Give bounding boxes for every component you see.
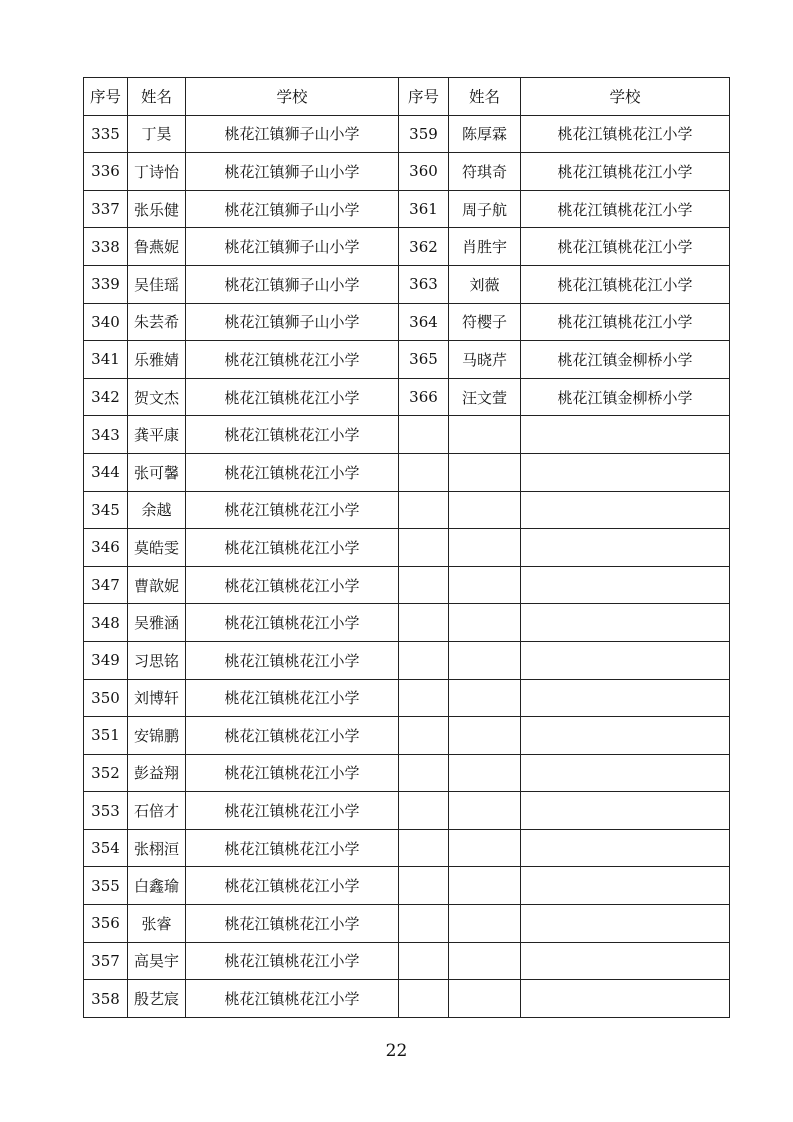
header-name: 姓名 [128,78,186,116]
header-name: 姓名 [449,78,521,116]
table-row [84,341,730,379]
school-name-cell: 桃花江镇桃花江小学 [186,717,399,755]
empty-cell [521,867,730,905]
student-name-cell: 石倍才 [128,792,186,830]
student-name-cell: 曹歆妮 [128,566,186,604]
empty-cell [449,942,521,980]
table-row [84,867,730,905]
empty-cell [521,491,730,529]
table-row [84,604,730,642]
empty-cell [399,792,449,830]
student-name-cell: 张栩洹 [128,829,186,867]
empty-cell [449,679,521,717]
table-row [84,566,730,604]
serial-number-cell: 344 [84,453,128,491]
empty-cell [449,604,521,642]
school-name-cell: 桃花江镇桃花江小学 [186,679,399,717]
serial-number-cell: 364 [399,303,449,341]
serial-number-cell: 339 [84,265,128,303]
school-name-cell: 桃花江镇桃花江小学 [186,754,399,792]
school-name-cell: 桃花江镇桃花江小学 [186,942,399,980]
student-name-cell: 符琪奇 [449,153,521,191]
empty-cell [521,566,730,604]
table-row [84,303,730,341]
school-name-cell: 桃花江镇桃花江小学 [186,453,399,491]
serial-number-cell: 357 [84,942,128,980]
student-name-cell: 高昊宇 [128,942,186,980]
empty-cell [399,453,449,491]
school-name-cell: 桃花江镇狮子山小学 [186,190,399,228]
empty-cell [521,416,730,454]
student-name-cell: 乐雅婧 [128,341,186,379]
empty-cell [521,641,730,679]
page-number: 22 [385,1041,408,1061]
empty-cell [521,679,730,717]
header-no: 序号 [399,78,449,116]
empty-cell [521,529,730,567]
student-name-cell: 刘薇 [449,265,521,303]
empty-cell [521,829,730,867]
school-name-cell: 桃花江镇狮子山小学 [186,228,399,266]
empty-cell [399,529,449,567]
table-row [84,980,730,1018]
table-row [84,491,730,529]
empty-cell [521,453,730,491]
empty-cell [399,754,449,792]
table-row [84,115,730,153]
student-name-cell: 刘博轩 [128,679,186,717]
school-name-cell: 桃花江镇桃花江小学 [186,980,399,1018]
empty-cell [449,792,521,830]
empty-cell [449,566,521,604]
header-row [84,78,730,116]
table-row [84,679,730,717]
school-name-cell: 桃花江镇桃花江小学 [186,491,399,529]
header-no: 序号 [84,78,128,116]
empty-cell [521,717,730,755]
student-name-cell: 余越 [128,491,186,529]
student-name-cell: 殷艺宸 [128,980,186,1018]
school-name-cell: 桃花江镇狮子山小学 [186,265,399,303]
empty-cell [449,416,521,454]
table-row [84,829,730,867]
empty-cell [399,679,449,717]
serial-number-cell: 360 [399,153,449,191]
school-name-cell: 桃花江镇桃花江小学 [186,378,399,416]
school-name-cell: 桃花江镇桃花江小学 [521,115,730,153]
school-name-cell: 桃花江镇金柳桥小学 [521,341,730,379]
table-row [84,754,730,792]
empty-cell [521,942,730,980]
serial-number-cell: 365 [399,341,449,379]
table-row [84,190,730,228]
student-name-cell: 张可馨 [128,453,186,491]
school-name-cell: 桃花江镇桃花江小学 [521,228,730,266]
student-name-cell: 龚平康 [128,416,186,454]
roster-body [84,115,730,1017]
serial-number-cell: 356 [84,905,128,943]
student-name-cell: 吴雅涵 [128,604,186,642]
student-name-cell: 贺文杰 [128,378,186,416]
school-name-cell: 桃花江镇桃花江小学 [186,641,399,679]
empty-cell [521,754,730,792]
header-school: 学校 [521,78,730,116]
header-school: 学校 [186,78,399,116]
student-name-cell: 莫皓雯 [128,529,186,567]
serial-number-cell: 352 [84,754,128,792]
serial-number-cell: 346 [84,529,128,567]
student-name-cell: 习思铭 [128,641,186,679]
serial-number-cell: 349 [84,641,128,679]
serial-number-cell: 343 [84,416,128,454]
empty-cell [399,491,449,529]
empty-cell [521,905,730,943]
serial-number-cell: 342 [84,378,128,416]
school-name-cell: 桃花江镇桃花江小学 [186,416,399,454]
empty-cell [399,829,449,867]
serial-number-cell: 347 [84,566,128,604]
school-name-cell: 桃花江镇桃花江小学 [521,190,730,228]
serial-number-cell: 362 [399,228,449,266]
empty-cell [521,980,730,1018]
student-name-cell: 符樱子 [449,303,521,341]
school-name-cell: 桃花江镇金柳桥小学 [521,378,730,416]
empty-cell [449,980,521,1018]
table-row [84,378,730,416]
student-name-cell: 陈厚霖 [449,115,521,153]
empty-cell [399,942,449,980]
student-name-cell: 丁昊 [128,115,186,153]
school-name-cell: 桃花江镇狮子山小学 [186,115,399,153]
student-name-cell: 鲁燕妮 [128,228,186,266]
empty-cell [449,867,521,905]
serial-number-cell: 366 [399,378,449,416]
student-name-cell: 朱芸希 [128,303,186,341]
roster-table [83,77,730,1018]
serial-number-cell: 353 [84,792,128,830]
table-row [84,641,730,679]
school-name-cell: 桃花江镇狮子山小学 [186,153,399,191]
serial-number-cell: 359 [399,115,449,153]
school-name-cell: 桃花江镇桃花江小学 [186,341,399,379]
table-row [84,153,730,191]
school-name-cell: 桃花江镇桃花江小学 [186,604,399,642]
school-name-cell: 桃花江镇桃花江小学 [186,905,399,943]
student-name-cell: 马晓芹 [449,341,521,379]
school-name-cell: 桃花江镇桃花江小学 [186,566,399,604]
serial-number-cell: 338 [84,228,128,266]
student-name-cell: 彭益翔 [128,754,186,792]
serial-number-cell: 358 [84,980,128,1018]
empty-cell [521,792,730,830]
student-name-cell: 张睿 [128,905,186,943]
student-name-cell: 张乐健 [128,190,186,228]
serial-number-cell: 355 [84,867,128,905]
serial-number-cell: 340 [84,303,128,341]
serial-number-cell: 354 [84,829,128,867]
empty-cell [521,604,730,642]
empty-cell [449,829,521,867]
table-row [84,453,730,491]
student-name-cell: 丁诗怡 [128,153,186,191]
table-row [84,416,730,454]
serial-number-cell: 348 [84,604,128,642]
school-name-cell: 桃花江镇桃花江小学 [521,153,730,191]
table-row [84,717,730,755]
school-name-cell: 桃花江镇桃花江小学 [186,792,399,830]
empty-cell [449,491,521,529]
student-name-cell: 安锦鹏 [128,717,186,755]
student-name-cell: 吴佳瑶 [128,265,186,303]
serial-number-cell: 335 [84,115,128,153]
school-name-cell: 桃花江镇桃花江小学 [521,265,730,303]
empty-cell [399,604,449,642]
school-name-cell: 桃花江镇桃花江小学 [186,867,399,905]
student-name-cell: 汪文萱 [449,378,521,416]
empty-cell [449,754,521,792]
serial-number-cell: 341 [84,341,128,379]
table-row [84,942,730,980]
empty-cell [399,980,449,1018]
empty-cell [399,641,449,679]
serial-number-cell: 337 [84,190,128,228]
empty-cell [399,867,449,905]
table-row [84,792,730,830]
empty-cell [399,905,449,943]
empty-cell [449,905,521,943]
school-name-cell: 桃花江镇桃花江小学 [186,829,399,867]
empty-cell [449,717,521,755]
serial-number-cell: 351 [84,717,128,755]
empty-cell [399,566,449,604]
serial-number-cell: 363 [399,265,449,303]
table-row [84,265,730,303]
table-row [84,905,730,943]
empty-cell [399,416,449,454]
student-name-cell: 周子航 [449,190,521,228]
serial-number-cell: 350 [84,679,128,717]
empty-cell [449,453,521,491]
school-name-cell: 桃花江镇桃花江小学 [521,303,730,341]
empty-cell [449,529,521,567]
serial-number-cell: 361 [399,190,449,228]
school-name-cell: 桃花江镇桃花江小学 [186,529,399,567]
serial-number-cell: 345 [84,491,128,529]
table-row [84,529,730,567]
table-row [84,228,730,266]
serial-number-cell: 336 [84,153,128,191]
empty-cell [399,717,449,755]
student-name-cell: 肖胜宇 [449,228,521,266]
empty-cell [449,641,521,679]
school-name-cell: 桃花江镇狮子山小学 [186,303,399,341]
student-name-cell: 白鑫瑜 [128,867,186,905]
